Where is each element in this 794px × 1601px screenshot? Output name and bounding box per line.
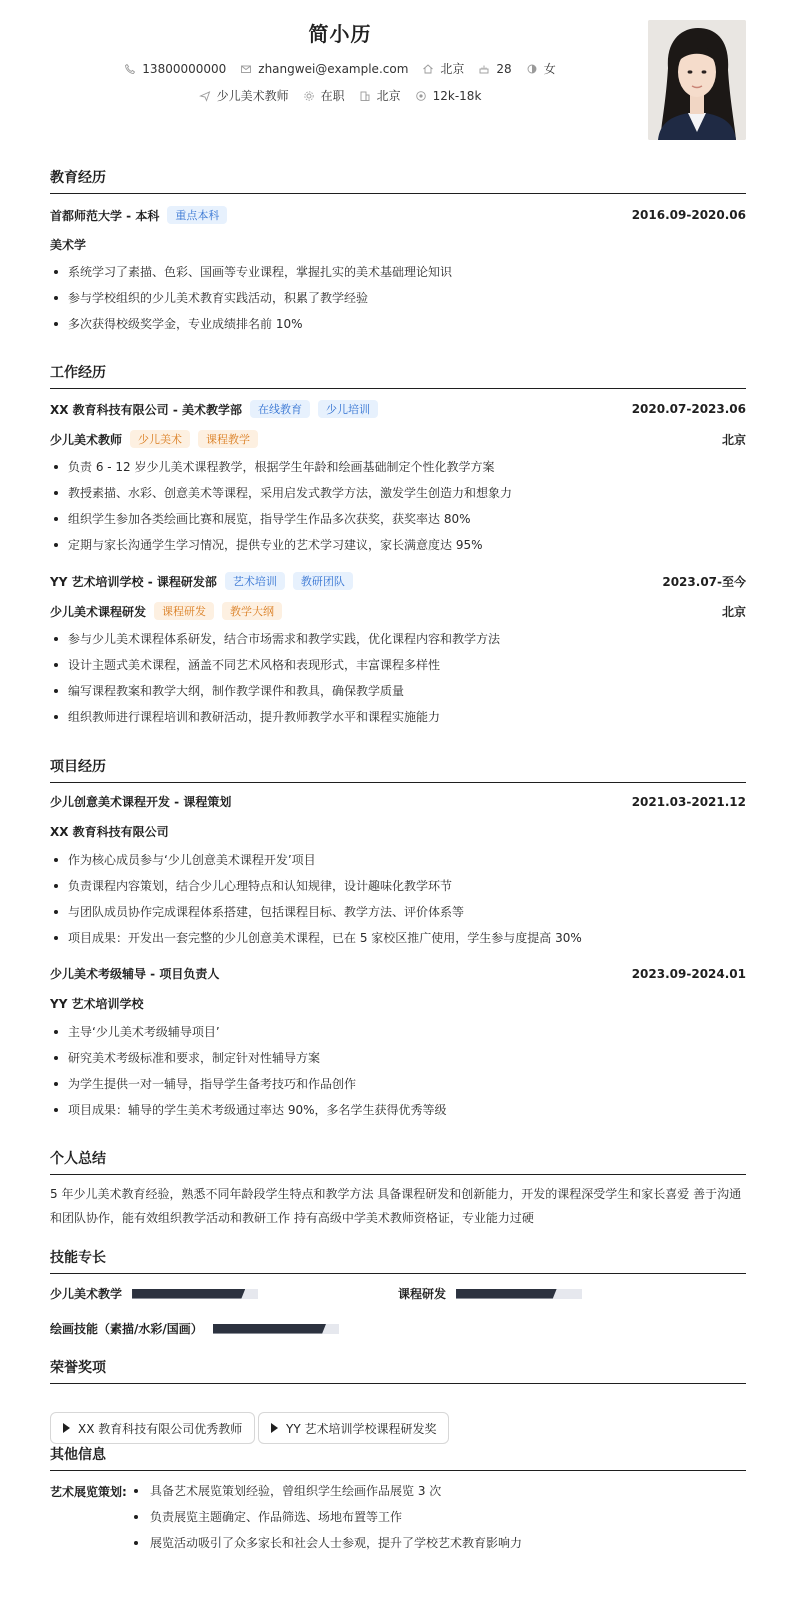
list-item: 为学生提供一对一辅导，指导学生备考技巧和作品创作 [50,1076,746,1102]
section-title-summary: 个人总结 [50,1148,746,1175]
list-item: 组织学生参加各类绘画比赛和展览，指导学生作品多次获奖，获奖率达 80% [50,511,746,537]
list-item: 项目成果：辅导的学生美术考级通过率达 90%，多名学生获得优秀等级 [50,1102,746,1128]
gender-icon [526,63,538,75]
list-item: 设计主题式美术课程，涵盖不同艺术风格和表现形式，丰富课程多样性 [50,657,746,683]
cake-icon [478,63,490,75]
city-info [359,87,401,104]
status-text: 在职 [320,89,345,103]
phone-icon [124,63,136,75]
work-2-company: YY 艺术培训学校 - 课程研发部 [50,574,217,589]
job-target-info [199,87,289,104]
other-list [128,1483,728,1561]
skill-bar [456,1289,582,1299]
profile-photo [648,20,746,140]
job-intent-row [0,87,680,104]
building-icon [359,90,371,102]
skill-item [50,1285,258,1302]
list-item: 项目成果：开发出一套完整的少儿创意美术课程，已在 5 家校区推广使用，学生参与度提高 30% [50,930,746,956]
list-item: 编写课程教案和教学大纲，制作教学课件和教具，确保教学质量 [50,683,746,709]
list-item: 多次获得校级奖学金，专业成绩排名前 10% [50,316,746,342]
skill-item [50,1320,339,1337]
salary-info [415,89,482,103]
skill-fill [456,1289,557,1299]
work-2-header [50,572,746,590]
gender-info [526,60,556,77]
resume-header [0,0,794,150]
work-2-bullets [50,631,746,735]
list-item: 作为核心成员参与‘少儿创意美术课程开发’项目 [50,852,746,878]
send-icon [199,90,211,102]
work-2-location: 北京 [721,604,746,619]
summary-text [50,1182,746,1230]
other-label: 艺术展览策划: [50,1485,127,1499]
work-2-date: 2023.07-至今 [662,574,746,589]
job-target-text: 少儿美术教师 [216,89,289,103]
section-title-skills: 技能专长 [50,1247,746,1274]
location-info [422,60,464,77]
work-2-role: 少儿美术课程研发 [50,604,147,619]
work-1-tag: 在线教育 [250,400,310,418]
project-2-date: 2023.09-2024.01 [631,966,746,981]
list-item: 负责 6 - 12 岁少儿美术课程教学，根据学生年龄和绘画基础制定个性化教学方案 [50,459,746,485]
salary-text: 12k-18k [432,88,482,103]
phone-text: 13800000000 [142,61,227,76]
skill-name: 课程研发 [398,1287,447,1301]
work-2-tag: 教研团队 [293,572,353,590]
work-1-role-row [50,430,746,448]
skill-bar [213,1324,339,1334]
education-header [50,206,746,224]
work-1-tag: 少儿培训 [318,400,378,418]
section-title-projects: 项目经历 [50,756,746,783]
work-2-role-tag: 教学大纲 [222,602,282,620]
education-school: 首都师范大学 - 本科 [50,208,160,223]
work-1-location: 北京 [721,432,746,447]
work-1-date: 2020.07-2023.06 [631,402,746,416]
section-title-other: 其他信息 [50,1444,746,1471]
education-bullets [50,264,746,342]
gear-icon [303,90,315,102]
work-2-role-tag: 课程研发 [154,602,214,620]
work-1-role: 少儿美术教师 [50,432,123,447]
list-item: 展览活动吸引了众多家长和社会人士参观，提升了学校艺术教育影响力 [128,1535,728,1561]
status-info [303,87,345,104]
list-item: 教授素描、水彩、创意美术等课程，采用启发式教学方法，激发学生创造力和想象力 [50,485,746,511]
skill-fill [213,1324,326,1334]
location-text: 北京 [440,62,465,76]
age-info [478,62,511,76]
project-1-date: 2021.03-2021.12 [631,794,746,809]
work-1-role-tag: 少儿美术 [130,430,190,448]
section-title-education: 教育经历 [50,167,746,194]
summary-line: 5 年少儿美术教育经验，熟悉不同年龄段学生特点和教学方法 具备课程研发和创新能力，开发的课程深受学生和家长喜爱 善于沟通 [50,1187,742,1201]
skill-item [398,1285,582,1302]
project-1-title: 少儿创意美术课程开发 - 课程策划 [50,795,232,809]
work-1-company: XX 教育科技有限公司 - 美术教学部 [50,402,243,417]
list-item: 负责课程内容策划，结合少儿心理特点和认知规律，设计趣味化教学环节 [50,878,746,904]
gender-text: 女 [543,62,556,76]
contact-row [0,60,680,77]
list-item: 具备艺术展览策划经验，曾组织学生绘画作品展览 3 次 [128,1483,728,1509]
honor-text: YY 艺术培训学校课程研发奖 [286,1421,437,1436]
list-item: 系统学习了素描、色彩、国画等专业课程，掌握扎实的美术基础理论知识 [50,264,746,290]
work-2-role-row [50,602,746,620]
project-1-bullets [50,852,746,956]
skill-fill [132,1289,245,1299]
project-2-bullets [50,1024,746,1128]
honor-text: XX 教育科技有限公司优秀教师 [78,1421,243,1436]
list-item: 参与少儿美术课程体系研发，结合市场需求和教学实践，优化课程内容和教学方法 [50,631,746,657]
education-major: 美术学 [50,238,87,252]
coin-icon [415,90,427,102]
city-text: 北京 [376,89,401,103]
project-2-header [50,965,746,982]
mail-icon [240,63,252,75]
work-1-role-tag: 课程教学 [198,430,258,448]
work-2-tag: 艺术培训 [225,572,285,590]
list-item: 组织教师进行课程培训和教研活动，提升教师教学水平和课程实施能力 [50,709,746,735]
section-title-work: 工作经历 [50,362,746,389]
age-text: 28 [496,61,512,76]
home-icon [422,63,434,75]
list-item: 参与学校组织的少儿美术教育实践活动，积累了教学经验 [50,290,746,316]
project-1-org: XX 教育科技有限公司 [50,825,169,839]
project-1-header [50,793,746,810]
section-title-honors: 荣誉奖项 [50,1357,746,1384]
work-1-bullets [50,459,746,563]
summary-line: 和团队协作，能有效组织教学活动和教研工作 持有高级中学美术教师资格证，专业能力过硬 [50,1211,534,1225]
email-info [240,62,408,76]
candidate-name: 简小历 [308,22,372,46]
list-item: 定期与家长沟通学生学习情况，提供专业的艺术学习建议，家长满意度达 95% [50,537,746,563]
honor-item[interactable] [258,1412,449,1444]
phone-info [124,62,226,76]
play-icon [63,1423,70,1433]
list-item: 负责展览主题确定、作品筛选、场地布置等工作 [128,1509,728,1535]
honor-item[interactable] [50,1412,255,1444]
list-item: 主导‘少儿美术考级辅导项目’ [50,1024,746,1050]
list-item: 与团队成员协作完成课程体系搭建，包括课程目标、教学方法、评价体系等 [50,904,746,930]
education-tag: 重点本科 [167,206,227,224]
project-2-title: 少儿美术考级辅导 - 项目负责人 [50,967,220,981]
skill-bar [132,1289,258,1299]
skill-name: 绘画技能（素描/水彩/国画） [50,1322,203,1336]
list-item: 研究美术考级标准和要求，制定针对性辅导方案 [50,1050,746,1076]
education-date: 2016.09-2020.06 [631,208,746,222]
work-1-header [50,400,746,418]
play-icon [271,1423,278,1433]
email-text: zhangwei@example.com [258,61,409,76]
skill-name: 少儿美术教学 [50,1287,123,1301]
project-2-org: YY 艺术培训学校 [50,997,144,1011]
